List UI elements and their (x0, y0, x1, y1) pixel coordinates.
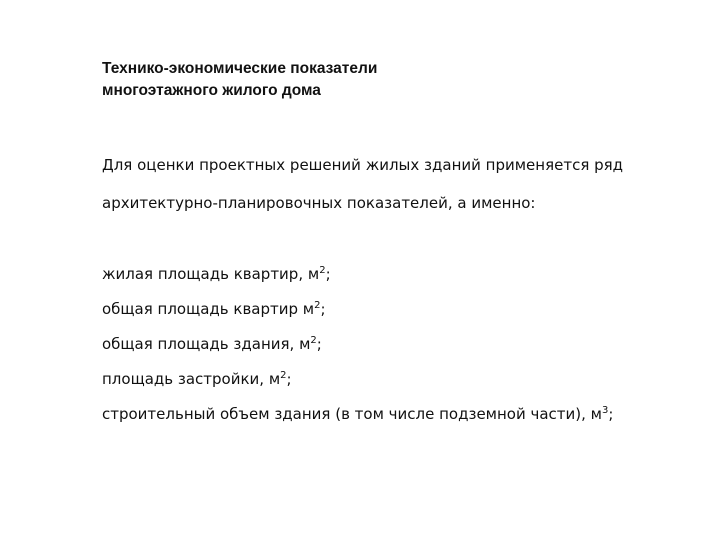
list-item-text: общая площадь здания, м (102, 335, 311, 353)
list-item-text: общая площадь квартир м (102, 300, 315, 318)
list-item-punctuation: ; (608, 405, 614, 423)
list-item (102, 367, 702, 402)
list-item-text: строительный объем здания (в том числе подземной части), м (102, 405, 602, 423)
list-item-punctuation: ; (320, 300, 326, 318)
list-item (102, 332, 702, 367)
unit-exponent: 2 (314, 300, 321, 311)
list-item-text: жилая площадь квартир, м (102, 265, 320, 283)
unit-exponent: 2 (280, 370, 287, 381)
list-item-punctuation: ; (325, 265, 331, 283)
intro-paragraph (102, 152, 702, 228)
unit-exponent: 3 (602, 405, 609, 416)
list-item (102, 402, 702, 437)
unit-exponent: 2 (319, 265, 326, 276)
list-item (102, 297, 702, 332)
unit-exponent: 2 (310, 335, 317, 346)
list-item-punctuation: ; (286, 370, 292, 388)
list-item (102, 262, 702, 297)
list-item-text: площадь застройки, м (102, 370, 281, 388)
indicator-list (102, 262, 702, 437)
slide-title-line-1: Технико-экономические показатели (102, 60, 378, 77)
slide-title-line-2: многоэтажного жилого дома (102, 82, 321, 99)
intro-line-1: Для оценки проектных решений жилых зданий применяется ряд (102, 156, 624, 174)
intro-line-2: архитектурно-планировочных показателей, а именно: (102, 194, 536, 212)
list-item-punctuation: ; (316, 335, 322, 353)
slide-title (102, 58, 662, 102)
